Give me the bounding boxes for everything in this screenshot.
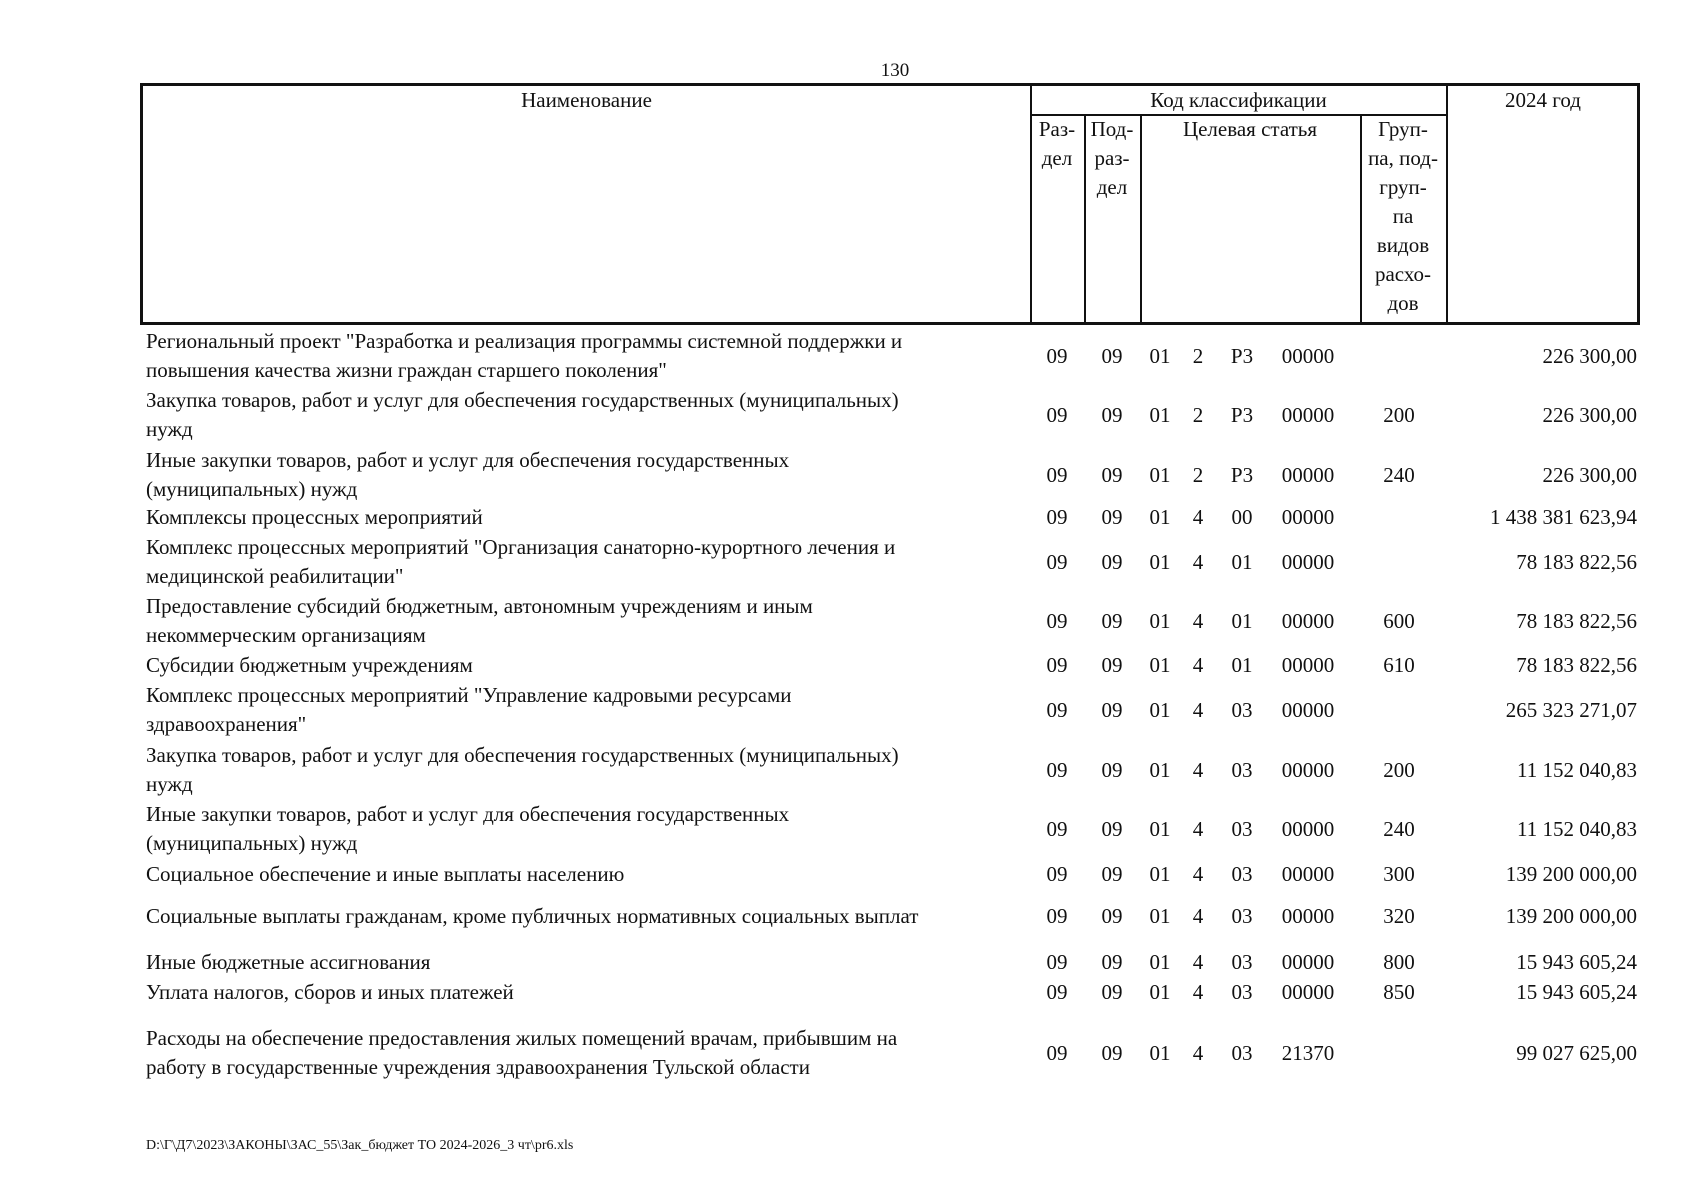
cell-target-b: 4 <box>1192 904 1204 928</box>
cell-target-a: 01 <box>1149 980 1171 1004</box>
table-row <box>0 902 1697 931</box>
cell-group: 300 <box>1383 862 1415 886</box>
cell-target-d: 00000 <box>1281 862 1335 886</box>
cell-target-d: 00000 <box>1281 462 1335 487</box>
table-header <box>140 83 1640 325</box>
cell-razdel: 09 <box>1046 862 1068 886</box>
cell-target-c: 01 <box>1231 653 1253 677</box>
cell-target-c: 03 <box>1231 980 1253 1004</box>
table-row <box>0 978 1697 1007</box>
cell-podrazdel: 09 <box>1101 505 1123 529</box>
cell-target-b: 4 <box>1192 549 1204 574</box>
cell-target-d: 00000 <box>1281 757 1335 782</box>
cell-razdel: 09 <box>1046 904 1068 928</box>
cell-target-a: 01 <box>1149 697 1171 722</box>
header-code-group: Код классификации <box>1150 88 1327 112</box>
cell-group: 600 <box>1383 608 1415 633</box>
cell-target-a: 01 <box>1149 1040 1171 1065</box>
cell-razdel: 09 <box>1046 505 1068 529</box>
cell-target-b: 2 <box>1192 343 1204 368</box>
table-row <box>0 592 1697 650</box>
row-name: Предоставление субсидий бюджетным, автономным учреждениям и иным некоммерческим организациям <box>146 594 813 647</box>
cell-razdel: 09 <box>1046 816 1068 841</box>
cell-target-b: 4 <box>1192 980 1204 1004</box>
cell-razdel: 09 <box>1046 549 1068 574</box>
cell-podrazdel: 09 <box>1101 697 1123 722</box>
cell-target-b: 4 <box>1192 1040 1204 1065</box>
cell-target-d: 00000 <box>1281 653 1335 677</box>
row-name: Комплексы процессных мероприятий <box>146 505 483 529</box>
cell-target-b: 4 <box>1192 697 1204 722</box>
row-name: Уплата налогов, сборов и иных платежей <box>146 980 514 1004</box>
cell-podrazdel: 09 <box>1101 816 1123 841</box>
cell-podrazdel: 09 <box>1101 343 1123 368</box>
cell-razdel: 09 <box>1046 1040 1068 1065</box>
cell-group: 200 <box>1383 757 1415 782</box>
row-name: Закупка товаров, работ и услуг для обеспечения государственных (муниципальных) нужд <box>146 743 899 796</box>
cell-target-d: 00000 <box>1281 343 1335 368</box>
cell-razdel: 09 <box>1046 980 1068 1004</box>
cell-target-c: 03 <box>1231 1040 1253 1065</box>
cell-target-b: 4 <box>1192 862 1204 886</box>
table-row <box>0 800 1697 858</box>
header-name: Наименование <box>521 88 652 112</box>
cell-amount: 1 438 381 623,94 <box>1490 505 1637 529</box>
cell-target-a: 01 <box>1149 950 1171 974</box>
cell-podrazdel: 09 <box>1101 862 1123 886</box>
header-year: 2024 год <box>1505 88 1581 112</box>
row-name: Иные закупки товаров, работ и услуг для обеспечения государственных (муниципальных) нужд <box>146 448 790 501</box>
header-target-article: Целевая статья <box>1182 117 1318 141</box>
cell-target-a: 01 <box>1149 862 1171 886</box>
cell-target-b: 4 <box>1192 653 1204 677</box>
header-podrazdel: Под- раз- дел <box>1090 117 1134 199</box>
cell-target-c: Р3 <box>1230 402 1254 427</box>
cell-target-a: 01 <box>1149 816 1171 841</box>
table-row <box>0 327 1697 385</box>
cell-target-d: 00000 <box>1281 549 1335 574</box>
cell-group: 320 <box>1383 904 1415 928</box>
cell-target-b: 2 <box>1192 462 1204 487</box>
cell-target-d: 00000 <box>1281 505 1335 529</box>
cell-target-a: 01 <box>1149 462 1171 487</box>
cell-podrazdel: 09 <box>1101 950 1123 974</box>
cell-razdel: 09 <box>1046 950 1068 974</box>
cell-amount: 11 152 040,83 <box>1517 757 1637 782</box>
cell-amount: 139 200 000,00 <box>1505 862 1637 886</box>
cell-amount: 78 183 822,56 <box>1516 549 1637 574</box>
table-row <box>0 651 1697 680</box>
cell-target-c: 01 <box>1231 549 1253 574</box>
header-group: Груп- па, под- груп- па видов расхо- дов <box>1368 117 1438 315</box>
footer-file-path: D:\Г\Д7\2023\ЗАКОНЫ\ЗАС_55\Зак_бюджет ТО 2024-2026_3 чт\pr6.xls <box>146 1138 574 1153</box>
cell-target-b: 4 <box>1192 757 1204 782</box>
cell-podrazdel: 09 <box>1101 1040 1123 1065</box>
cell-podrazdel: 09 <box>1101 653 1123 677</box>
cell-amount: 15 943 605,24 <box>1516 950 1637 974</box>
cell-target-a: 01 <box>1149 549 1171 574</box>
cell-amount: 226 300,00 <box>1542 462 1637 487</box>
cell-podrazdel: 09 <box>1101 549 1123 574</box>
cell-target-d: 00000 <box>1281 950 1335 974</box>
divider <box>1446 86 1448 325</box>
table-row <box>0 948 1697 977</box>
table-row <box>0 860 1697 889</box>
row-name: Расходы на обеспечение предоставления жилых помещений врачам, прибывшим на работу в государственные учреждения здравоохранения Тульской области <box>146 1026 898 1079</box>
cell-target-a: 01 <box>1149 757 1171 782</box>
cell-group: 240 <box>1383 816 1415 841</box>
cell-target-c: Р3 <box>1230 462 1254 487</box>
cell-group: 200 <box>1383 402 1415 427</box>
cell-target-b: 4 <box>1192 608 1204 633</box>
row-name: Закупка товаров, работ и услуг для обеспечения государственных (муниципальных) нужд <box>146 388 899 441</box>
table-row <box>0 741 1697 799</box>
cell-amount: 15 943 605,24 <box>1516 980 1637 1004</box>
cell-target-c: 00 <box>1231 505 1253 529</box>
cell-target-c: Р3 <box>1230 343 1254 368</box>
cell-podrazdel: 09 <box>1101 402 1123 427</box>
cell-target-a: 01 <box>1149 904 1171 928</box>
row-name: Иные закупки товаров, работ и услуг для обеспечения государственных (муниципальных) нужд <box>146 802 790 855</box>
cell-target-d: 00000 <box>1281 816 1335 841</box>
cell-group: 610 <box>1383 653 1415 677</box>
table-row <box>0 446 1697 504</box>
cell-target-a: 01 <box>1149 505 1171 529</box>
cell-amount: 78 183 822,56 <box>1516 653 1637 677</box>
cell-amount: 78 183 822,56 <box>1516 608 1637 633</box>
cell-amount: 11 152 040,83 <box>1517 816 1637 841</box>
cell-target-c: 03 <box>1231 862 1253 886</box>
cell-target-c: 03 <box>1231 757 1253 782</box>
cell-razdel: 09 <box>1046 343 1068 368</box>
cell-target-d: 00000 <box>1281 980 1335 1004</box>
cell-target-a: 01 <box>1149 402 1171 427</box>
cell-amount: 226 300,00 <box>1542 402 1637 427</box>
page-number: 130 <box>880 60 910 81</box>
row-name: Комплекс процессных мероприятий "Управление кадровыми ресурсами здравоохранения" <box>146 683 792 736</box>
cell-target-b: 4 <box>1192 816 1204 841</box>
cell-podrazdel: 09 <box>1101 904 1123 928</box>
row-name: Субсидии бюджетным учреждениям <box>146 653 473 677</box>
cell-target-d: 00000 <box>1281 402 1335 427</box>
table-row <box>0 533 1697 591</box>
cell-podrazdel: 09 <box>1101 757 1123 782</box>
cell-target-a: 01 <box>1149 343 1171 368</box>
cell-amount: 226 300,00 <box>1542 343 1637 368</box>
cell-podrazdel: 09 <box>1101 980 1123 1004</box>
cell-razdel: 09 <box>1046 653 1068 677</box>
cell-amount: 265 323 271,07 <box>1505 697 1637 722</box>
cell-amount: 139 200 000,00 <box>1505 904 1637 928</box>
cell-target-d: 21370 <box>1281 1040 1335 1065</box>
table-row <box>0 1024 1697 1082</box>
cell-razdel: 09 <box>1046 697 1068 722</box>
row-name: Региональный проект "Разработка и реализация программы системной поддержки и повышения качества жизни граждан старшего поколения" <box>146 329 903 382</box>
cell-target-b: 2 <box>1192 402 1204 427</box>
row-name: Иные бюджетные ассигнования <box>146 950 431 974</box>
cell-target-c: 03 <box>1231 950 1253 974</box>
row-name: Социальные выплаты гражданам, кроме публичных нормативных социальных выплат <box>146 904 919 928</box>
table-row <box>0 386 1697 444</box>
table-row <box>0 503 1697 532</box>
cell-razdel: 09 <box>1046 462 1068 487</box>
cell-target-d: 00000 <box>1281 697 1335 722</box>
cell-target-c: 03 <box>1231 697 1253 722</box>
cell-target-d: 00000 <box>1281 904 1335 928</box>
cell-razdel: 09 <box>1046 608 1068 633</box>
cell-target-b: 4 <box>1192 505 1204 529</box>
cell-group: 850 <box>1383 980 1415 1004</box>
cell-razdel: 09 <box>1046 757 1068 782</box>
cell-podrazdel: 09 <box>1101 462 1123 487</box>
cell-target-d: 00000 <box>1281 608 1335 633</box>
cell-target-c: 03 <box>1231 904 1253 928</box>
cell-target-c: 01 <box>1231 608 1253 633</box>
header-razdel: Раз- дел <box>1038 117 1076 170</box>
cell-razdel: 09 <box>1046 402 1068 427</box>
cell-target-b: 4 <box>1192 950 1204 974</box>
cell-group: 240 <box>1383 462 1415 487</box>
cell-target-a: 01 <box>1149 653 1171 677</box>
cell-amount: 99 027 625,00 <box>1516 1040 1637 1065</box>
cell-group: 800 <box>1383 950 1415 974</box>
cell-target-c: 03 <box>1231 816 1253 841</box>
cell-podrazdel: 09 <box>1101 608 1123 633</box>
row-name: Комплекс процессных мероприятий "Организация санаторно-курортного лечения и медицинской реабилитации" <box>146 535 896 588</box>
row-name: Социальное обеспечение и иные выплаты населению <box>146 862 625 886</box>
divider <box>1140 115 1142 325</box>
table-row <box>0 681 1697 739</box>
cell-target-a: 01 <box>1149 608 1171 633</box>
